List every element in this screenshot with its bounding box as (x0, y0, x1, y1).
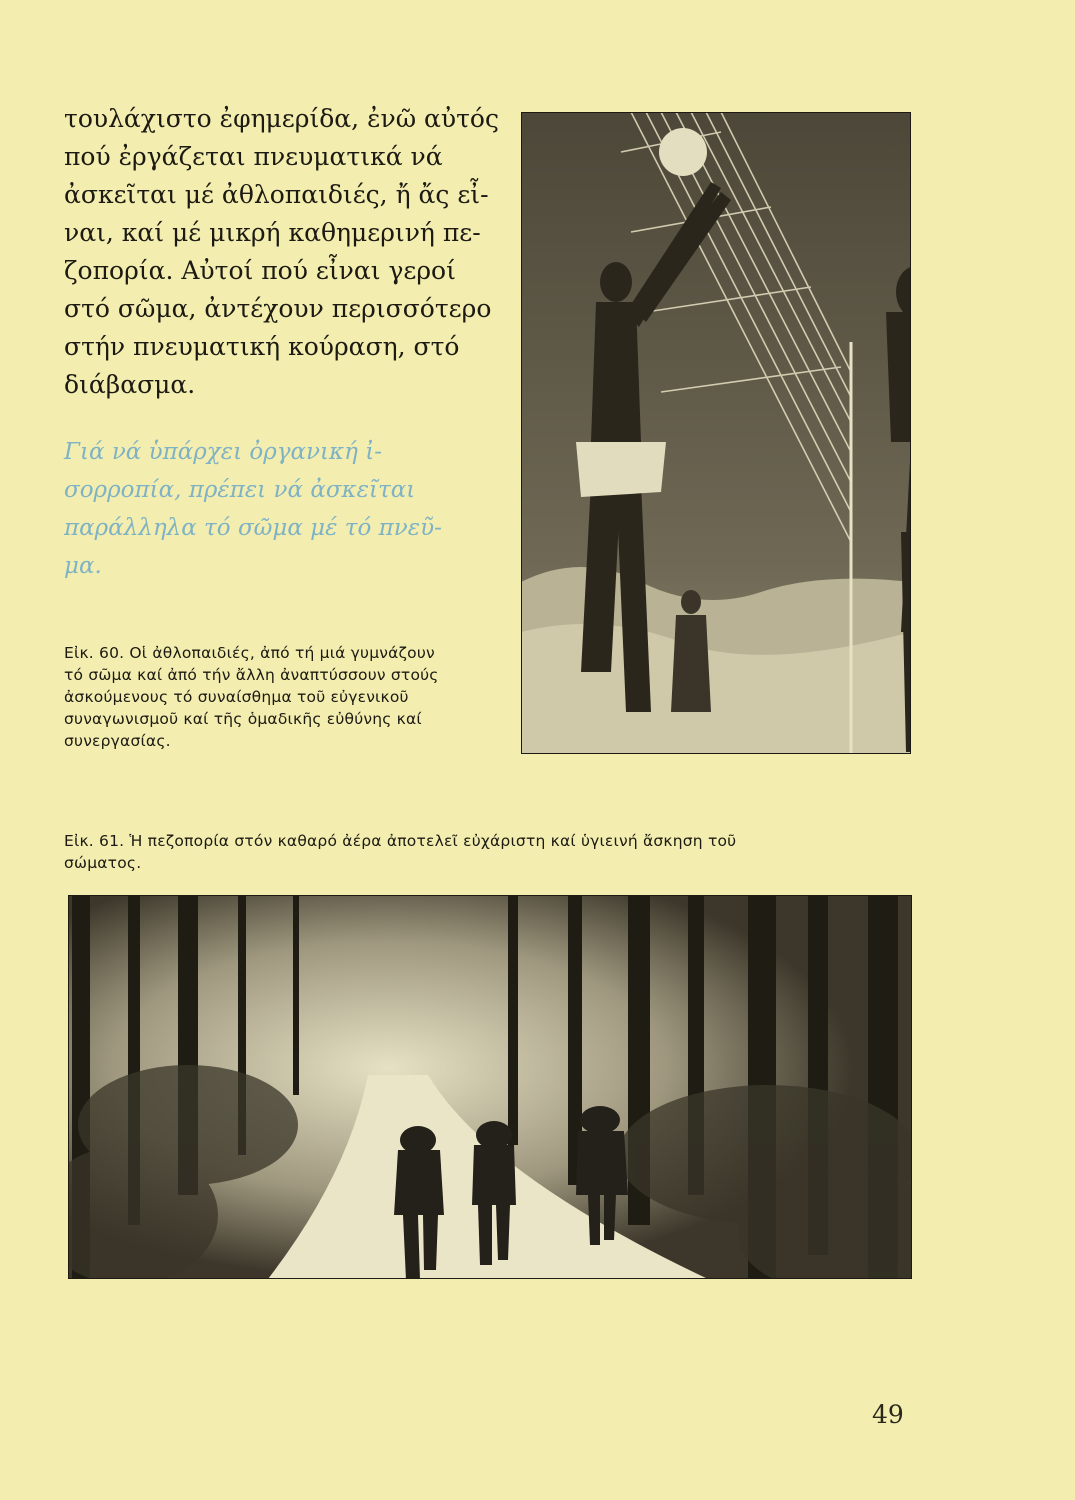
body-line: ναι, καί μέ μικρή καθημερινή πε- (64, 218, 481, 247)
figure-61-caption (64, 830, 924, 874)
body-line: στό σῶμα, ἀντέχουν περισσότερο (64, 294, 492, 323)
volleyball-photo-illustration (521, 112, 911, 754)
margin-note-line: παράλληλα τό σῶμα μέ τό πνεῦ- (64, 515, 442, 541)
caption-line: συναγωνισμοῦ καί τῆς ὁμαδικῆς εὐθύνης καί (64, 710, 422, 728)
margin-note-line: σορροπία, πρέπει νά ἀσκεῖται (64, 477, 416, 503)
body-line: πού ἐργάζεται πνευματικά νά (64, 142, 443, 171)
margin-note (64, 433, 494, 585)
body-line: ἀσκεῖται μέ ἀθλοπαιδιές, ἤ ἄς εἶ- (64, 180, 489, 209)
caption-line: ἀσκούμενους τό συναίσθημα τοῦ εὐγενικοῦ (64, 688, 409, 706)
body-line: ζοπορία. Αὐτοί πού εἶναι γεροί (64, 256, 456, 285)
caption-line: σώματος. (64, 854, 142, 872)
margin-note-line: μα. (64, 553, 102, 579)
page-number: 49 (872, 1400, 904, 1429)
forest-hike-photo (68, 895, 912, 1279)
caption-line: Εἰκ. 60. Οἱ ἀθλοπαιδιές, ἀπό τή μιά γυμνάζουν (64, 644, 435, 662)
body-line: τουλάχιστο ἐφημερίδα, ἐνῶ αὐτός (64, 104, 499, 133)
figure-60-caption (64, 642, 504, 752)
caption-line: συνεργασίας. (64, 732, 171, 750)
body-line: στήν πνευματική κούραση, στό (64, 332, 460, 361)
body-line: διάβασμα. (64, 370, 196, 399)
forest-hike-photo-illustration (68, 895, 912, 1279)
caption-line: τό σῶμα καί ἀπό τήν ἄλλη ἀναπτύσσουν στούς (64, 666, 439, 684)
volleyball-photo (521, 112, 911, 754)
body-paragraph (64, 100, 499, 404)
margin-note-line: Γιά νά ὑπάρχει ὀργανική ἰ- (64, 439, 383, 465)
caption-line: Εἰκ. 61. Ἡ πεζοπορία στόν καθαρό ἀέρα ἀποτελεῖ εὐχάριστη καί ὑγιεινή ἄσκηση τοῦ (64, 832, 737, 850)
